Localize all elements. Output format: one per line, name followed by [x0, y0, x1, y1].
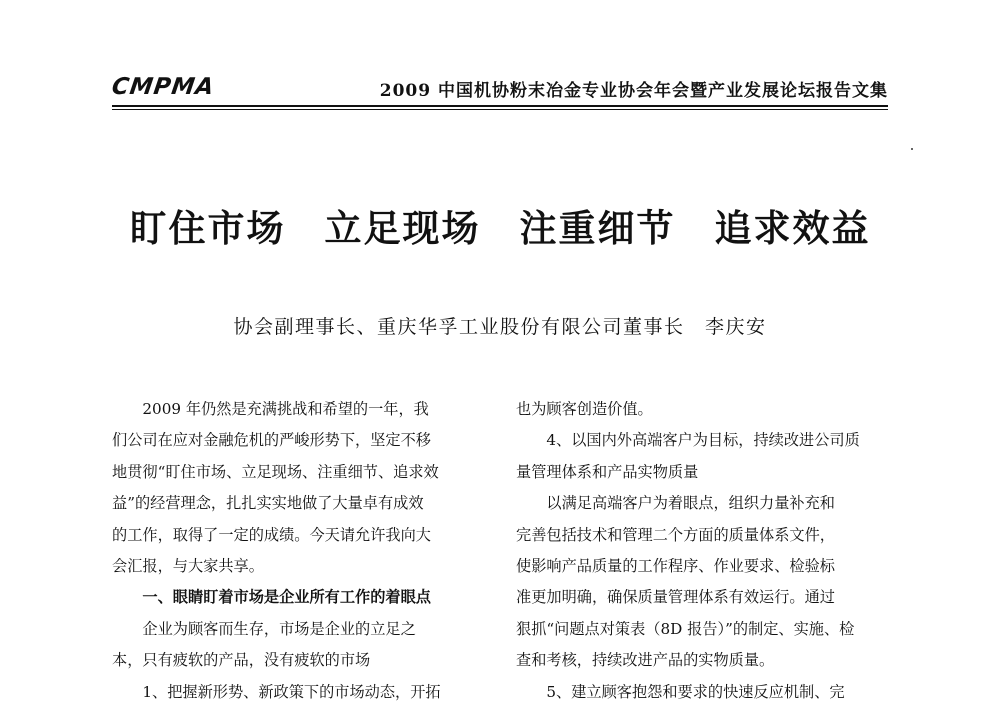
paragraph-line: 会汇报，与大家共享。	[112, 557, 264, 576]
right-column	[516, 394, 888, 708]
proceedings-title: 2009 中国机协粉末冶金专业协会年会暨产业发展论坛报告文集	[379, 81, 888, 101]
paragraph-line: 狠抓“问题点对策表（8D 报告）”的制定、实施、检	[516, 619, 855, 638]
author-line: 协会副理事长、重庆华孚工业股份有限公司董事长 李庆安	[233, 316, 767, 338]
subsection-heading: 1、把握新形势、新政策下的市场动态，开拓	[142, 682, 441, 701]
paragraph-line: 地贯彻“盯住市场、立足现场、注重细节、追求效	[112, 462, 439, 481]
paragraph-line: 们公司在应对金融危机的严峻形势下，坚定不移	[112, 431, 431, 450]
section-heading: 一、眼睛盯着市场是企业所有工作的着眼点	[142, 588, 431, 607]
cmpma-logo: CMPMA	[110, 74, 217, 100]
paragraph-line: 完善包括技术和管理二个方面的质量体系文件，	[516, 525, 835, 544]
paragraph-line: 企业为顾客而生存，市场是企业的立足之	[142, 619, 416, 638]
header-rule-thick	[112, 105, 888, 107]
left-column	[112, 394, 480, 708]
scan-speck	[911, 148, 913, 150]
paragraph-line: 以满足高端客户为着眼点，组织力量补充和	[546, 494, 835, 513]
paragraph-line: 2009 年仍然是充满挑战和希望的一年，我	[142, 400, 429, 418]
running-header	[112, 70, 888, 110]
paragraph-line: 查和考核，持续改进产品的实物质量。	[516, 651, 775, 670]
article-title: 盯住市场 立足现场 注重细节 追求效益	[129, 206, 871, 250]
paragraph-line: 准更加明确，确保质量管理体系有效运行。通过	[516, 588, 835, 607]
paragraph-line: 使影响产品质量的工作程序、作业要求、检验标	[516, 557, 835, 576]
paragraph-line: 也为顾客创造价值。	[516, 400, 653, 418]
subsection-heading: 4、以国内外高端客户为目标，持续改进公司质	[546, 431, 860, 450]
paragraph-line: 的工作，取得了一定的成绩。今天请允许我向大	[112, 525, 431, 544]
paragraph-line: 本，只有疲软的产品，没有疲软的市场	[112, 651, 371, 670]
subsection-heading: 5、建立顾客抱怨和要求的快速反应机制、完	[546, 682, 845, 701]
header-rule-thin	[112, 109, 888, 110]
paragraph-line: 益”的经营理念，扎扎实实地做了大量卓有成效	[112, 494, 424, 513]
subsection-heading: 量管理体系和产品实物质量	[516, 462, 699, 481]
